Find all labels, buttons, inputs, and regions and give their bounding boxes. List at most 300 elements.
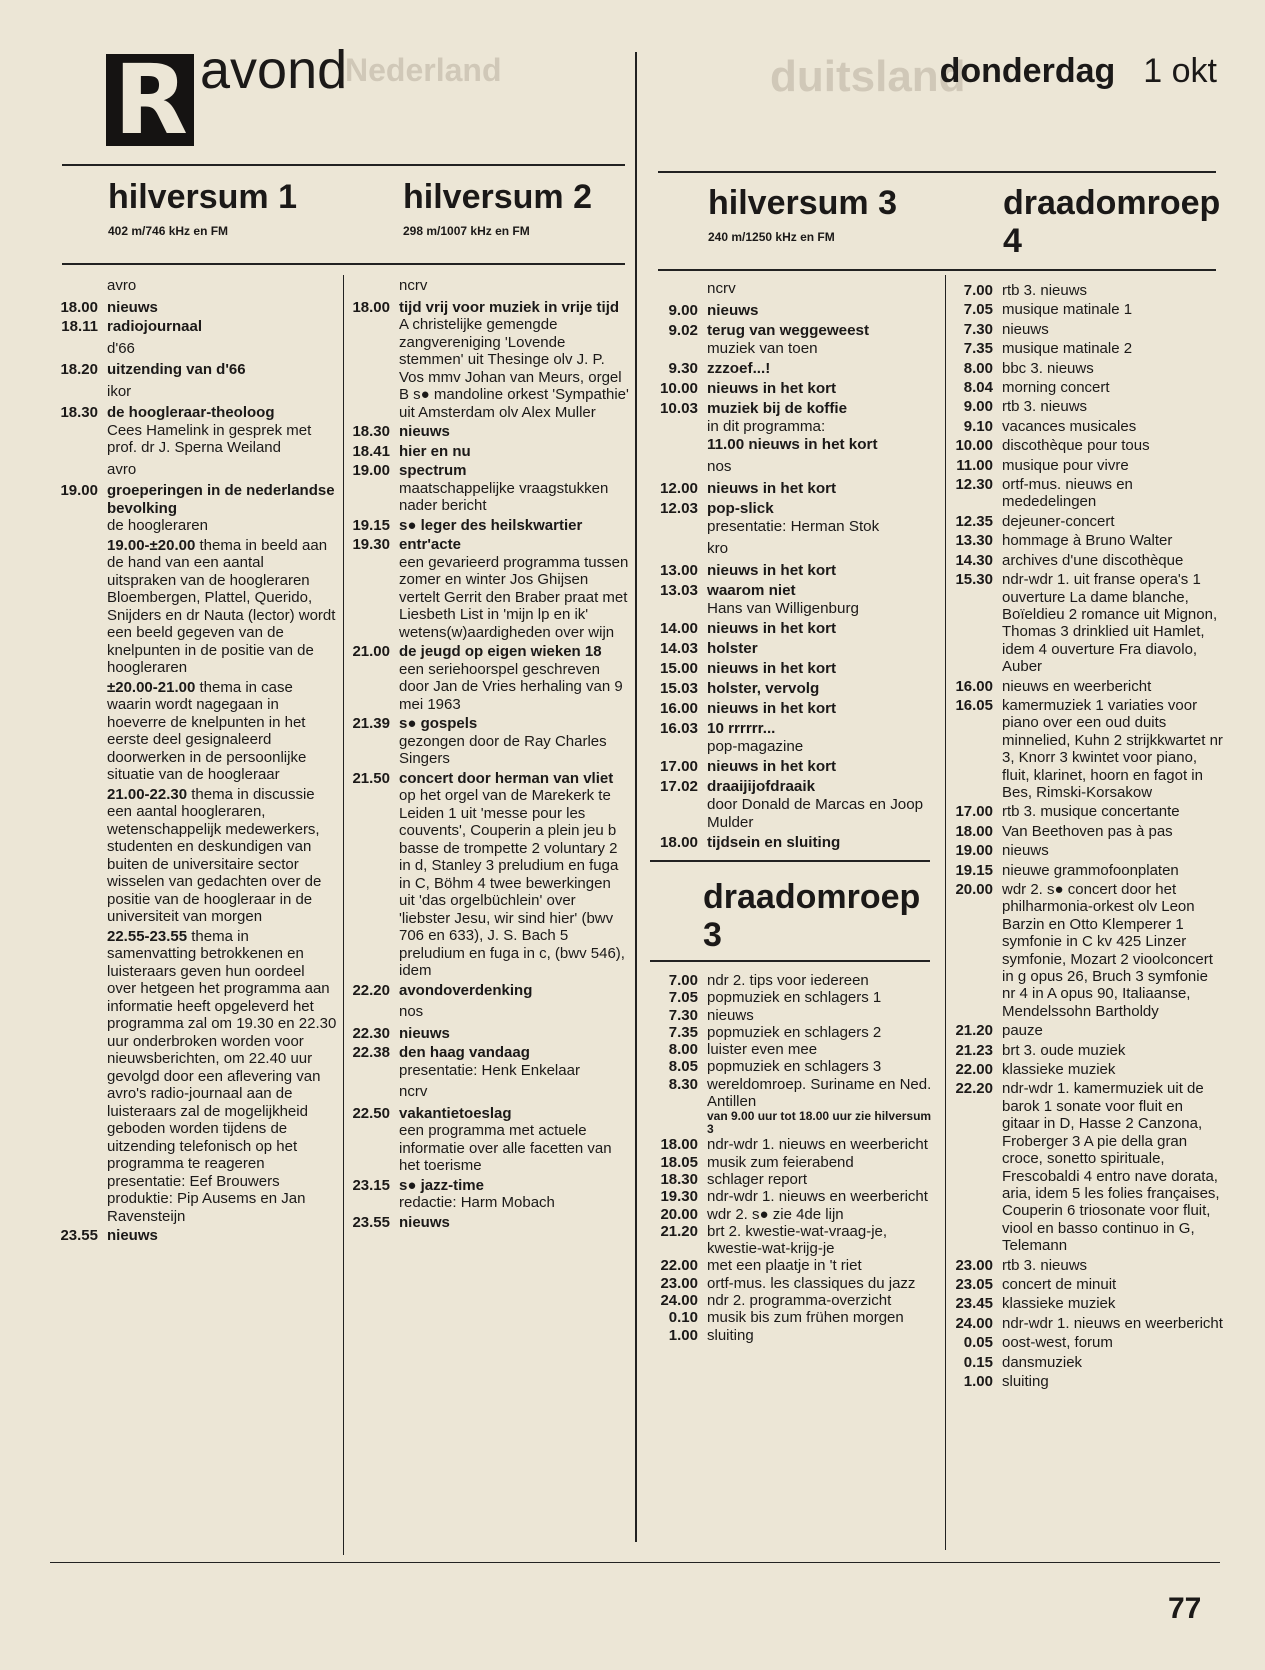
entry-content (1002, 803, 1223, 820)
program-description: A christelijke gemengde zangvereniging 'Lovende stemmen' uit Thesinge olv J. P. Vos mmv Johan van Meurs, orgel B s● mandoline orkest 'Sympathie' uit Amsterdam olv Alex Muller (399, 316, 629, 421)
schedule-entry (650, 660, 945, 678)
entry-content (707, 582, 945, 618)
entry-content (1002, 552, 1223, 569)
schedule-entry (945, 862, 1223, 879)
entry-time: 12.03 (659, 500, 698, 517)
entry-content (107, 786, 337, 926)
column-divider (635, 52, 637, 1542)
program-description: een gevarieerd programma tussen zomer en winter Jos Ghijsen vertelt Gerrit den Braber praat met Liesbeth List in 'mijn lp en ik' wetens(w)aardigheden over wijn (399, 553, 629, 641)
schedule-entry (650, 640, 945, 658)
schedule-entry (650, 989, 935, 1006)
channel-frequency: 298 m/1007 kHz en FM (403, 224, 530, 238)
channel-name: hilversum 3 (708, 184, 897, 222)
program-description (107, 786, 337, 926)
broadcaster: ncrv (399, 1083, 428, 1100)
entry-time: 23.15 (352, 1176, 390, 1194)
entry-content (1002, 476, 1223, 511)
entry-time: 22.38 (352, 1044, 390, 1061)
entry-time (342, 1001, 399, 1023)
schedule-entry (650, 400, 945, 454)
program-title: radiojournaal (107, 318, 203, 335)
schedule-entry (945, 1315, 1223, 1332)
schedule-entry (945, 678, 1223, 695)
entry-time: 14.03 (659, 640, 698, 657)
program-description: popmuziek en schlagers 3 (707, 1058, 882, 1076)
entry-content (107, 318, 337, 336)
program-title: spectrum (399, 462, 467, 479)
segment-description: thema in case waarin wordt nagegaan in hoeverre de knelpunten in het eerste deel gesignaleerd doorwerken in de persoonlijke situatie van de hoogleraar (107, 678, 307, 783)
entry-content (399, 715, 629, 768)
schedule-entry (650, 278, 945, 300)
program-title: s● jazz-time (399, 1176, 484, 1194)
schedule-entry (50, 786, 337, 926)
program-description: dejeuner-concert (1002, 512, 1115, 530)
program-description: musik bis zum frühen morgen (707, 1309, 904, 1327)
entry-content (1002, 571, 1223, 675)
program-description: ndr-wdr 1. kamermuziek uit de barok 1 sonate voor fluit en gitaar in D, Hasse 2 Canzona, Froberger 3 A pie della gran croce, sonetto spirituale, Frescobaldi 4 entro nave dorata, aria, idem 5 les folies françaises, Couperin 6 triosonate voor fluit, viool en basso continuo in G, Telemann (1002, 1080, 1220, 1255)
entry-content (107, 299, 337, 317)
entry-content (707, 1275, 935, 1292)
program-description: ortf-mus. les classiques du jazz (707, 1274, 916, 1292)
page-date (940, 52, 1217, 91)
schedule-entry (650, 1171, 935, 1188)
entry-content (707, 989, 935, 1006)
entry-content (107, 537, 337, 677)
entry-time: 24.00 (660, 1292, 698, 1310)
entry-time: 7.35 (668, 1023, 698, 1041)
schedule-entry (945, 437, 1223, 454)
entry-time: 18.11 (61, 318, 98, 335)
channel-name: hilversum 2 (403, 178, 592, 216)
entry-content (399, 1001, 629, 1023)
entry-time: 17.02 (659, 778, 698, 795)
program-description: maatschappelijke vraagstukken nader bericht (399, 479, 609, 514)
schedule-entry (650, 480, 945, 498)
entry-time: 13.03 (659, 582, 698, 599)
header-rule (658, 171, 1216, 173)
entry-content (707, 538, 945, 560)
entry-content (399, 1025, 629, 1043)
program-description: ortf-mus. nieuws en mededelingen (1002, 476, 1133, 511)
entry-content (707, 1076, 935, 1137)
draadomroep-3-header (703, 878, 933, 954)
program-title: tijd vrij voor muziek in vrije tijd (399, 298, 620, 316)
program-description: ndr-wdr 1. nieuws en weerbericht (707, 1136, 928, 1154)
entry-time (650, 456, 707, 478)
schedule-entry (650, 680, 945, 698)
program-description: Hans van Willigenburg (707, 600, 859, 617)
entry-time (50, 275, 107, 297)
schedule-entry (50, 679, 337, 784)
entry-time (50, 786, 107, 926)
entry-time: 16.00 (955, 677, 993, 695)
program-description (107, 928, 337, 1226)
entry-content (707, 278, 945, 300)
program-title: zzzoef...! (707, 360, 771, 377)
broadcaster: ncrv (399, 277, 428, 294)
entry-time: 14.00 (659, 620, 698, 637)
entry-content (399, 643, 629, 713)
entry-time: 18.05 (660, 1153, 698, 1171)
entry-content (1002, 1354, 1223, 1371)
entry-content (399, 1177, 629, 1212)
program-title: terug van weggeweest (707, 322, 870, 339)
entry-content (399, 423, 629, 441)
entry-content (1002, 1295, 1223, 1312)
entry-content (399, 1214, 629, 1232)
channel-rule (658, 269, 1216, 271)
header-rule (62, 164, 625, 166)
entry-time: 15.00 (659, 660, 698, 677)
entry-content (707, 680, 945, 698)
entry-time: 9.00 (668, 302, 698, 319)
broadcaster: nos (707, 458, 732, 475)
entry-content (1002, 282, 1223, 299)
program-description: luister even mee (707, 1041, 818, 1059)
entry-content (1002, 360, 1223, 377)
schedule-entry (945, 881, 1223, 1020)
program-title: den haag vandaag (399, 1044, 530, 1061)
schedule-entry (50, 928, 337, 1226)
program-title: holster (707, 640, 758, 657)
entry-content (1002, 418, 1223, 435)
entry-time: 22.30 (352, 1024, 390, 1042)
program-title: 10 rrrrrr... (707, 720, 776, 737)
entry-time: 21.20 (660, 1222, 698, 1240)
program-description: een seriehoorspel geschreven door Jan de Vries herhaling van 9 mei 1963 (399, 660, 623, 713)
program-title: hier en nu (399, 442, 471, 460)
schedule-entry (650, 700, 945, 718)
program-title: nieuws in het kort (707, 562, 837, 579)
schedule-entry (650, 1024, 935, 1041)
entry-content (707, 1188, 935, 1205)
entry-content (707, 1309, 935, 1326)
schedule-entry (945, 1061, 1223, 1078)
schedule-entry (342, 299, 629, 422)
entry-time: 21.23 (955, 1041, 993, 1059)
schedule-entry (945, 803, 1223, 820)
program-description: ndr-wdr 1. nieuws en weerbericht (1002, 1314, 1223, 1332)
program-title: draaijijofdraaik (707, 778, 816, 795)
program-description: dansmuziek (1002, 1353, 1083, 1371)
program-title: nieuws (107, 1227, 158, 1244)
entry-time: 22.50 (352, 1104, 390, 1122)
entry-time: 13.00 (659, 562, 698, 579)
entry-content (1002, 1373, 1223, 1390)
entry-time: 9.02 (668, 322, 698, 339)
entry-time: 22.20 (955, 1080, 993, 1098)
entry-content (1002, 321, 1223, 338)
entry-time: 7.05 (668, 989, 698, 1007)
entry-time: 7.30 (668, 1006, 698, 1024)
entry-content (707, 1024, 935, 1041)
entry-content (107, 338, 337, 360)
schedule-entry (945, 1354, 1223, 1371)
entry-time: 9.30 (668, 360, 698, 377)
entry-content (707, 360, 945, 378)
schedule-entry (945, 301, 1223, 318)
entry-content (1002, 678, 1223, 695)
entry-time: 0.05 (963, 1334, 993, 1352)
draadomroep-3-title: draadomroep 3 (703, 878, 921, 954)
schedule-entry (50, 537, 337, 677)
schedule-entry (650, 1292, 935, 1309)
program-description: musique pour vivre (1002, 456, 1129, 474)
entry-time (50, 459, 107, 481)
section-rule (650, 960, 930, 962)
segment-description: thema in samenvatting betrokkenen en luisteraars geven hun oordeel over hetgeen het programma aan informatie heeft opgeleverd het programma zal om 19.30 en 22.30 uur onderbroken worden voor nieuwsberichten, om 22.40 uur gevolgd door een aflevering van avro's radio-journaal aan de luisteraars zal de mogelijkheid geboden worden tijdens de uitzending telefonisch op het programma te reageren presentatie: Eef Brouwers produktie: Pip Ausems en Jan Ravensteijn (107, 927, 337, 1225)
entry-time: 18.00 (660, 1136, 698, 1154)
schedule-entry (650, 380, 945, 398)
entry-content (107, 381, 337, 403)
entry-content (399, 536, 629, 641)
entry-content (1002, 301, 1223, 318)
entry-content (707, 1257, 935, 1274)
entry-content (107, 404, 337, 457)
schedule-entry (945, 476, 1223, 511)
entry-time: 18.30 (60, 404, 98, 421)
channel-rule (62, 263, 625, 265)
program-description: pauze (1002, 1022, 1043, 1040)
program-description: brt 3. oude muziek (1002, 1041, 1126, 1059)
entry-time (342, 1081, 399, 1103)
program-description: gezongen door de Ray Charles Singers (399, 732, 607, 767)
schedule-entry (342, 536, 629, 641)
schedule-entry (50, 361, 337, 379)
program-description: musik zum feierabend (707, 1153, 854, 1171)
schedule-entry (50, 482, 337, 535)
entry-time: 11.00 (956, 456, 993, 474)
schedule-entry (650, 562, 945, 580)
entry-content (1002, 1022, 1223, 1039)
page-number: 77 (1168, 1592, 1202, 1625)
entry-time: 10.03 (659, 400, 698, 417)
program-description: wdr 2. s● concert door het philharmonia-orkest olv Leon Barzin en Otto Klemperer 1 symfonie in C kv 425 Linzer symfonie, Mozart 2 vioolconcert in g opus 26, Bruch 3 symfonie nr 4 in A opus 90, Italiaanse, Mendelssohn Bartholdy (1002, 881, 1213, 1020)
program-description: rtb 3. nieuws (1002, 398, 1088, 416)
schedule-entry (50, 381, 337, 403)
program-title: de hoogleraar-theoloog (107, 404, 275, 421)
entry-content (707, 700, 945, 718)
program-title: entr'acte (399, 536, 461, 553)
schedule-entry (945, 697, 1223, 801)
program-description (107, 679, 337, 784)
schedule-entry (50, 404, 337, 457)
entry-content (107, 361, 337, 379)
program-description: met een plaatje in 't riet (707, 1257, 862, 1275)
program-description: ndr-wdr 1. uit franse opera's 1 ouverture La dame blanche, Boïeldieu 2 romance uit Mignon, Thomas 3 drinklied uit Hamlet, idem 4 ouverture Fra diavolo, Auber (1002, 571, 1218, 676)
program-description: musique matinale 1 (1002, 301, 1133, 319)
entry-time: 15.03 (659, 680, 698, 697)
entry-content (707, 1136, 935, 1153)
schedule-entry (945, 418, 1223, 435)
program-description: popmuziek en schlagers 1 (707, 989, 882, 1007)
entry-time: 19.30 (352, 536, 390, 553)
entry-time: 12.30 (955, 476, 993, 494)
entry-content (399, 299, 629, 422)
program-description: een programma met actuele informatie over alle facetten van het toerisme (399, 1122, 612, 1174)
program-description: nieuwe grammofoonplaten (1002, 861, 1179, 879)
schedule-entry (945, 379, 1223, 396)
schedule-entry (342, 517, 629, 535)
entry-content (707, 1292, 935, 1309)
entry-time: 23.05 (955, 1275, 993, 1293)
entry-time: 7.35 (963, 340, 993, 358)
program-description: in dit programma: (707, 418, 826, 435)
entry-time: 18.00 (60, 298, 98, 316)
schedule-draadomroep-4 (945, 282, 1223, 1392)
entry-content (107, 275, 337, 297)
entry-content (107, 928, 337, 1226)
entry-content (107, 482, 337, 535)
entry-content (1002, 437, 1223, 454)
program-title: holster, vervolg (707, 680, 820, 697)
program-description: morning concert (1002, 379, 1110, 397)
program-description: ndr 2. tips voor iedereen (707, 972, 869, 989)
schedule-entry (342, 1105, 629, 1175)
entry-content (1002, 340, 1223, 357)
schedule-entry (342, 1044, 629, 1079)
section-title: avond (200, 40, 348, 100)
schedule-entry (342, 643, 629, 713)
entry-time: 21.20 (955, 1022, 993, 1040)
entry-content (707, 322, 945, 358)
program-title: concert door herman van vliet (399, 769, 614, 787)
schedule-entry (945, 1022, 1223, 1039)
entry-content (707, 660, 945, 678)
schedule-entry (650, 582, 945, 618)
schedule-entry (945, 282, 1223, 299)
program-description: nieuws (1002, 320, 1049, 338)
program-description: popmuziek en schlagers 2 (707, 1023, 882, 1041)
schedule-entry (650, 972, 935, 989)
entry-time: 16.00 (659, 700, 698, 717)
segment-time: 22.55-23.55 (107, 927, 188, 945)
entry-time: 7.00 (668, 972, 698, 989)
entry-content (707, 720, 945, 756)
segment-time: 19.00-±20.00 (107, 536, 196, 554)
schedule-entry (650, 1007, 935, 1024)
entry-content (1002, 1042, 1223, 1059)
entry-time: 13.30 (955, 532, 993, 550)
schedule-entry (342, 1214, 629, 1232)
entry-content (1002, 1080, 1223, 1254)
schedule-entry (342, 982, 629, 1000)
schedule-entry (650, 1076, 935, 1137)
entry-content (399, 443, 629, 461)
schedule-draadomroep-3 (650, 972, 935, 1344)
segment-description: thema in beeld aan de hand van een aantal uitspraken van de hoogleraren Bloembergen, Plattel, Querido, Snijders en dr Nauta (lector) wordt een beeld gegeven van de knelpunten in de positie van de hoogleraren (107, 536, 336, 676)
entry-time: 12.35 (955, 512, 993, 530)
schedule-entry (650, 538, 945, 560)
entry-time: 16.03 (659, 720, 698, 737)
program-description: bbc 3. nieuws (1002, 359, 1094, 377)
program-description: pop-magazine (707, 738, 804, 755)
program-title: nieuws in het kort (707, 700, 837, 717)
entry-content (1002, 1334, 1223, 1351)
program-description: ndr-wdr 1. nieuws en weerbericht (707, 1188, 928, 1206)
schedule-entry (945, 321, 1223, 338)
entry-content (1002, 1276, 1223, 1293)
program-title: nieuws in het kort (707, 758, 837, 775)
entry-time (650, 538, 707, 560)
schedule-entry (342, 443, 629, 461)
schedule-entry (650, 302, 945, 320)
schedule-entry (945, 1042, 1223, 1059)
program-description: nieuws en weerbericht (1002, 677, 1152, 695)
entry-content (707, 620, 945, 638)
schedule-entry (945, 1257, 1223, 1274)
channel-hilversum-3 (708, 184, 897, 244)
channel-draadomroep-4 (1003, 184, 1223, 260)
channel-hilversum-2 (403, 178, 592, 238)
entry-content (707, 1206, 935, 1223)
schedule-entry (650, 1136, 935, 1153)
ghost-text: Nederland (345, 52, 502, 88)
entry-time: 8.00 (668, 1041, 698, 1059)
entry-content (1002, 1315, 1223, 1332)
ghost-text: duitsland (770, 52, 966, 101)
entry-time: 1.00 (963, 1372, 993, 1390)
entry-time: 16.05 (955, 696, 993, 714)
schedule-entry (50, 1227, 337, 1245)
schedule-entry (650, 620, 945, 638)
schedule-entry (650, 758, 945, 776)
entry-time (50, 679, 107, 784)
schedule-entry (945, 842, 1223, 859)
schedule-entry (945, 1080, 1223, 1254)
entry-time: 18.41 (352, 442, 390, 460)
channel-hilversum-1 (108, 178, 297, 238)
program-description: wdr 2. s● zie 4de lijn (707, 1205, 844, 1223)
program-title: s● gospels (399, 715, 478, 732)
program-description: redactie: Harm Mobach (399, 1194, 555, 1211)
program-description: discothèque pour tous (1002, 437, 1150, 455)
entry-content (707, 1154, 935, 1171)
schedule-entry (650, 500, 945, 536)
entry-time: 22.20 (352, 981, 390, 999)
channel-frequency: 240 m/1250 kHz en FM (708, 230, 835, 244)
program-title: nieuws (399, 1024, 450, 1042)
segment-time: ±20.00-21.00 (107, 678, 196, 696)
entry-time: 21.39 (352, 715, 390, 732)
program-description: door Donald de Marcas en Joop Mulder (707, 796, 924, 831)
program-title: tijdsein en sluiting (707, 834, 841, 851)
entry-time: 0.10 (668, 1309, 698, 1327)
entry-time: 18.30 (660, 1170, 698, 1188)
entry-time: 20.00 (660, 1205, 698, 1223)
schedule-entry (650, 834, 945, 852)
program-description: vacances musicales (1002, 417, 1137, 435)
schedule-entry (945, 457, 1223, 474)
broadcaster: ncrv (707, 280, 736, 297)
broadcaster: avro (107, 460, 137, 478)
entry-time: 21.00 (352, 643, 390, 660)
program-title: nieuws in het kort (707, 660, 837, 677)
entry-time (50, 338, 107, 360)
entry-time: 17.00 (659, 758, 698, 775)
program-description: presentatie: Henk Enkelaar (399, 1061, 580, 1079)
entry-time: 23.55 (60, 1227, 98, 1244)
entry-content (707, 400, 945, 454)
entry-content (1002, 823, 1223, 840)
entry-time: 0.15 (963, 1353, 993, 1371)
schedule-entry (342, 770, 629, 980)
schedule-entry (342, 462, 629, 515)
program-description: op het orgel van de Marekerk te Leiden 1 uit 'messe pour les couvents', Couperin a plein jeu b basse de trompette 2 voluntary 2 in d, Stanley 3 preludium en fuga in C, Böhm 4 twee bewerkingen uit 'das orgelbüchlein' over 'liebster Jesu, wir sind hier' (bwv 706 en 633), J. S. Bach 5 preludium en fuga in c, (bwv 546), idem (399, 787, 625, 979)
entry-time: 10.00 (659, 380, 698, 397)
broadcaster: d'66 (107, 339, 135, 357)
entry-time: 23.45 (955, 1295, 993, 1313)
